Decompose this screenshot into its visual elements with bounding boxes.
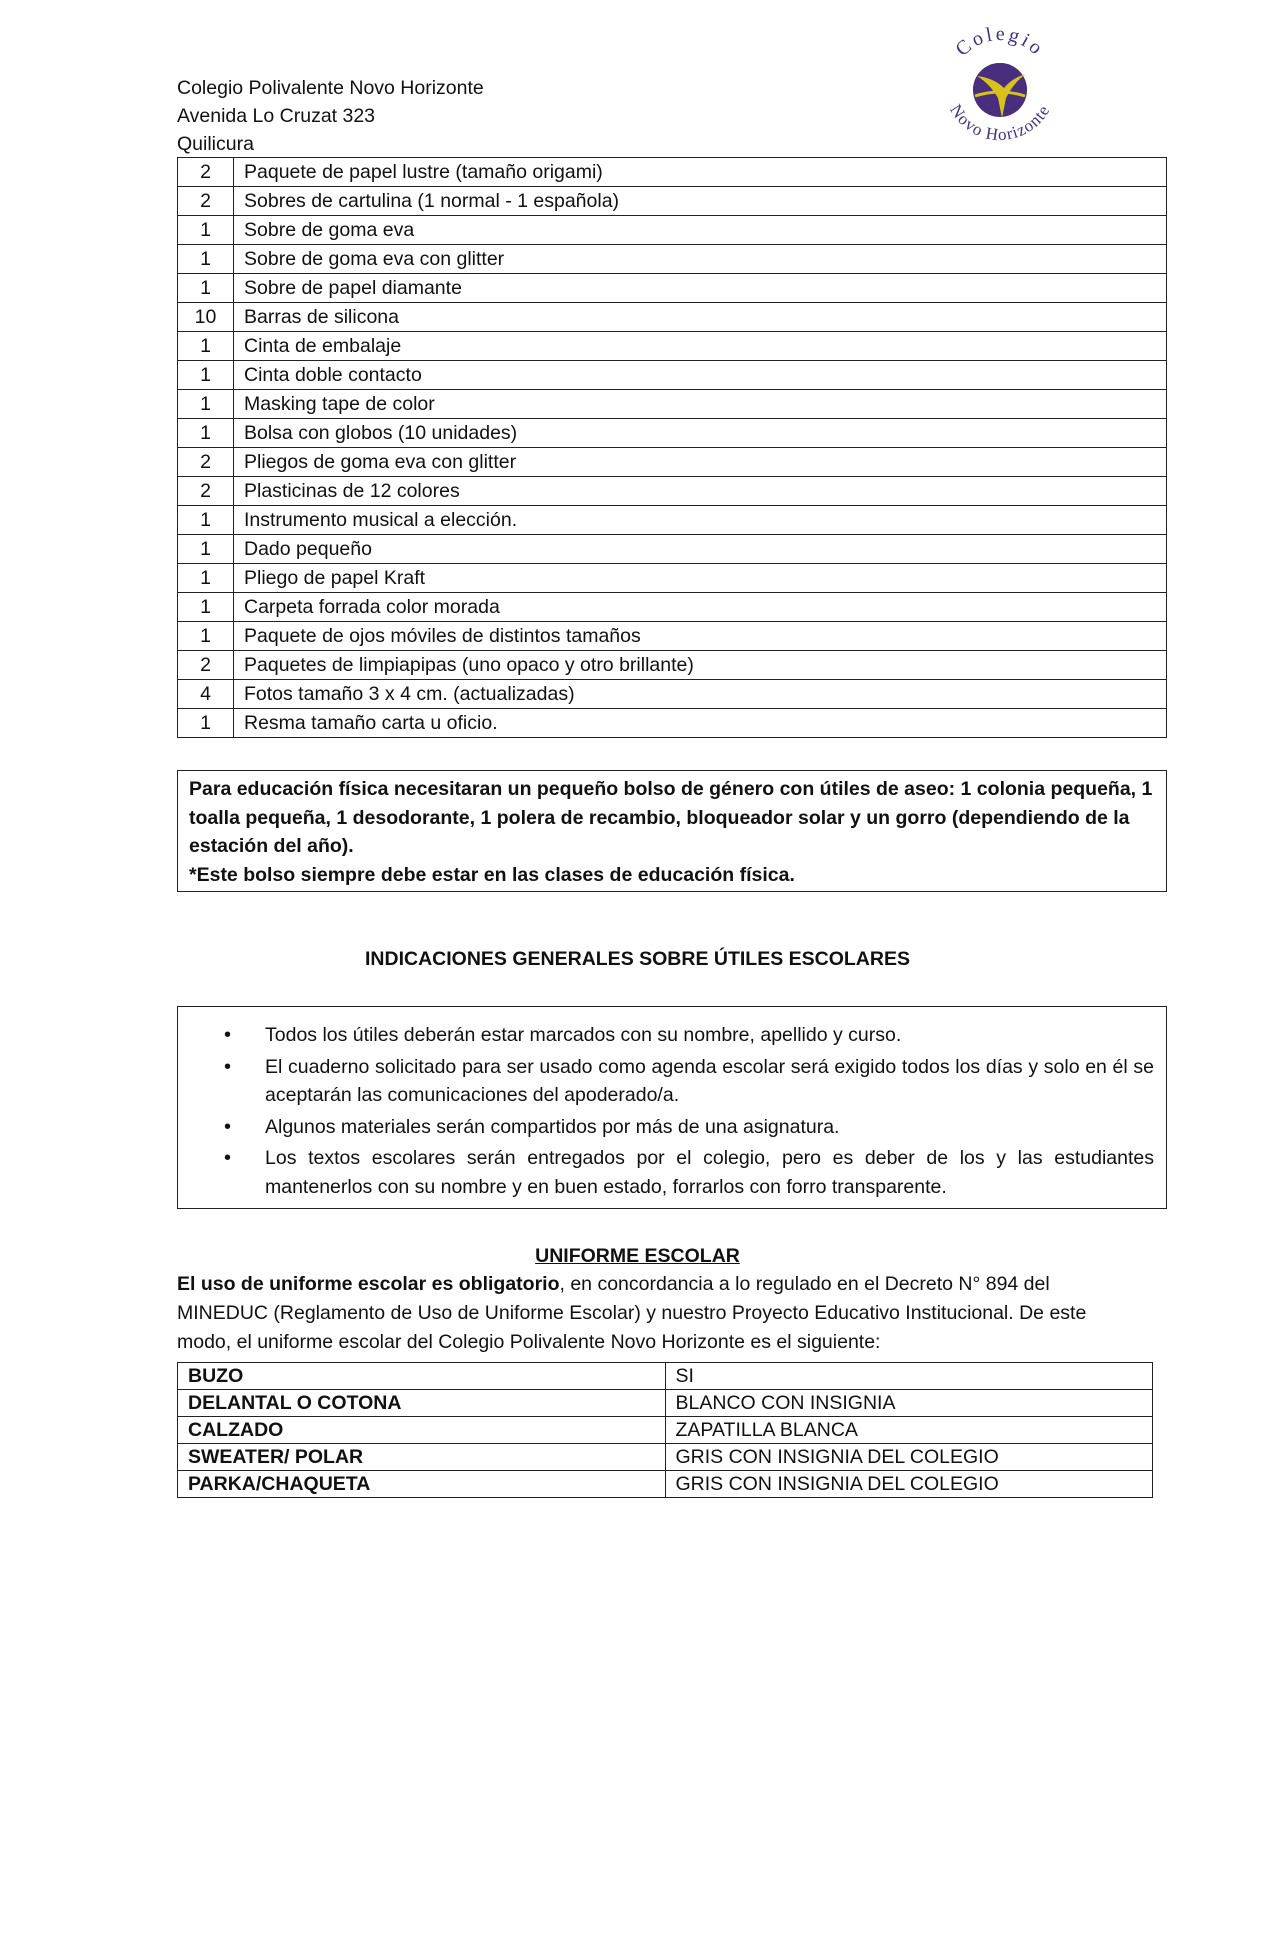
supply-item: Masking tape de color (234, 390, 1167, 419)
supply-item: Sobre de goma eva con glitter (234, 245, 1167, 274)
uniform-value: SI (665, 1363, 1153, 1390)
supply-item: Sobre de papel diamante (234, 274, 1167, 303)
uniform-item: BUZO (178, 1363, 666, 1390)
supply-row (178, 158, 1167, 187)
supply-row (178, 593, 1167, 622)
bullet-icon: • (224, 1115, 232, 1138)
supplies-table-body (178, 158, 1167, 738)
supply-item: Sobres de cartulina (1 normal - 1 española) (234, 187, 1167, 216)
uniform-title: UNIFORME ESCOLAR (535, 1245, 740, 1267)
physical-education-notice (177, 770, 1167, 892)
supply-item: Fotos tamaño 3 x 4 cm. (actualizadas) (234, 680, 1167, 709)
pe-notice-text: Para educación física necesitaran un pequeño bolso de género con útiles de aseo: 1 colonia pequeña, 1 toalla pequeña, 1 desodorante, 1 polera de recambio, bloqueador solar y un gorro (dependiendo de la estación del año). (189, 778, 1153, 857)
uniform-value: GRIS CON INSIGNIA DEL COLEGIO (665, 1471, 1153, 1498)
uniform-intro (177, 1270, 1107, 1357)
supply-item: Plasticinas de 12 colores (234, 477, 1167, 506)
uniform-row (178, 1471, 1153, 1498)
bullet-icon: • (224, 1024, 232, 1046)
supply-quantity: 1 (178, 361, 234, 390)
supply-row (178, 709, 1167, 738)
supply-quantity: 1 (178, 622, 234, 651)
guideline-text: Los textos escolares serán entregados por el colegio, pero es deber de los y las estudiantes mantenerlos con su nombre y en buen estado, forrarlos con forro transparente. (265, 1147, 1154, 1198)
uniform-table (177, 1362, 1153, 1498)
supply-item: Resma tamaño carta u oficio. (234, 709, 1167, 738)
supply-quantity: 1 (178, 332, 234, 361)
supply-row (178, 332, 1167, 361)
school-logo (930, 26, 1070, 151)
supply-row (178, 303, 1167, 332)
bullet-icon: • (224, 1147, 232, 1169)
uniform-value: GRIS CON INSIGNIA DEL COLEGIO (665, 1444, 1153, 1471)
supply-quantity: 2 (178, 651, 234, 680)
supply-item: Cinta de embalaje (234, 332, 1167, 361)
school-street: Avenida Lo Cruzat 323 (177, 105, 376, 127)
uniform-value: BLANCO CON INSIGNIA (665, 1390, 1153, 1417)
supply-item: Paquetes de limpiapipas (uno opaco y otro brillante) (234, 651, 1167, 680)
guidelines-list (178, 1021, 1166, 1201)
supply-quantity: 1 (178, 419, 234, 448)
uniform-row (178, 1444, 1153, 1471)
supply-quantity: 1 (178, 245, 234, 274)
uniform-item: PARKA/CHAQUETA (178, 1471, 666, 1498)
supply-quantity: 10 (178, 303, 234, 332)
supply-quantity: 1 (178, 593, 234, 622)
uniform-item: SWEATER/ POLAR (178, 1444, 666, 1471)
supply-quantity: 2 (178, 187, 234, 216)
guideline-text: Todos los útiles deberán estar marcados con su nombre, apellido y curso. (265, 1024, 902, 1046)
guideline-item (178, 1113, 1166, 1142)
supply-item: Barras de silicona (234, 303, 1167, 332)
uniform-row (178, 1390, 1153, 1417)
uniform-value: ZAPATILLA BLANCA (665, 1417, 1153, 1444)
supply-quantity: 2 (178, 448, 234, 477)
supply-item: Dado pequeño (234, 535, 1167, 564)
uniform-row (178, 1363, 1153, 1390)
supply-row (178, 216, 1167, 245)
school-city: Quilicura (177, 133, 254, 155)
supply-quantity: 4 (178, 680, 234, 709)
supply-row (178, 274, 1167, 303)
supply-item: Paquete de ojos móviles de distintos tamaños (234, 622, 1167, 651)
supply-row (178, 680, 1167, 709)
logo-arc-bottom-text: Novo Horizonte (946, 100, 1054, 145)
uniform-intro-rest: , en concordancia a lo regulado en el Decreto N° 894 del MINEDUC (Reglamento de Uso de Uniforme Escolar) y nuestro Proyecto Educativo Institucional. De este modo, el uniforme escolar del Colegio Polivalente Novo Horizonte es el siguiente: (177, 1273, 1087, 1353)
supply-row (178, 564, 1167, 593)
school-address-header (177, 74, 484, 158)
supply-row (178, 651, 1167, 680)
supply-quantity: 1 (178, 506, 234, 535)
logo-emblem (973, 63, 1027, 118)
uniform-row (178, 1417, 1153, 1444)
logo-arc-top-text: Colegio (951, 26, 1049, 61)
uniform-intro-bold: El uso de uniforme escolar es obligatorio (177, 1273, 560, 1295)
supply-item: Pliegos de goma eva con glitter (234, 448, 1167, 477)
bullet-icon: • (224, 1055, 232, 1078)
guideline-text: El cuaderno solicitado para ser usado como agenda escolar será exigido todos los días y solo en él se aceptarán las comunicaciones del apoderado/a. (265, 1055, 1154, 1106)
supply-quantity: 1 (178, 390, 234, 419)
supply-item: Bolsa con globos (10 unidades) (234, 419, 1167, 448)
uniform-item: CALZADO (178, 1417, 666, 1444)
supply-item: Paquete de papel lustre (tamaño origami) (234, 158, 1167, 187)
supply-quantity: 1 (178, 535, 234, 564)
supply-item: Pliego de papel Kraft (234, 564, 1167, 593)
supply-row (178, 245, 1167, 274)
supply-row (178, 187, 1167, 216)
uniform-item: DELANTAL O COTONA (178, 1390, 666, 1417)
guidelines-title: INDICACIONES GENERALES SOBRE ÚTILES ESCOLARES (365, 948, 910, 970)
pe-notice-note: *Este bolso siempre debe estar en las clases de educación física. (189, 863, 795, 886)
school-name: Colegio Polivalente Novo Horizonte (177, 77, 484, 99)
supply-row (178, 419, 1167, 448)
uniform-table-body (178, 1363, 1153, 1498)
supply-quantity: 1 (178, 709, 234, 738)
supply-item: Carpeta forrada color morada (234, 593, 1167, 622)
supply-row (178, 506, 1167, 535)
guideline-item (178, 1053, 1166, 1110)
guideline-item (178, 1021, 1166, 1050)
supply-quantity: 1 (178, 216, 234, 245)
supply-row (178, 448, 1167, 477)
supply-row (178, 361, 1167, 390)
supply-item: Instrumento musical a elección. (234, 506, 1167, 535)
supply-row (178, 477, 1167, 506)
supply-item: Sobre de goma eva (234, 216, 1167, 245)
supply-item: Cinta doble contacto (234, 361, 1167, 390)
supply-row (178, 390, 1167, 419)
guideline-item (178, 1144, 1166, 1201)
guidelines-box (177, 1006, 1167, 1209)
svg-text:Colegio (951, 26, 1048, 61)
supply-quantity: 1 (178, 564, 234, 593)
supply-quantity: 1 (178, 274, 234, 303)
supply-quantity: 2 (178, 158, 234, 187)
supply-row (178, 622, 1167, 651)
supplies-table (177, 157, 1167, 738)
supply-quantity: 2 (178, 477, 234, 506)
supply-row (178, 535, 1167, 564)
guideline-text: Algunos materiales serán compartidos por más de una asignatura. (265, 1115, 840, 1138)
